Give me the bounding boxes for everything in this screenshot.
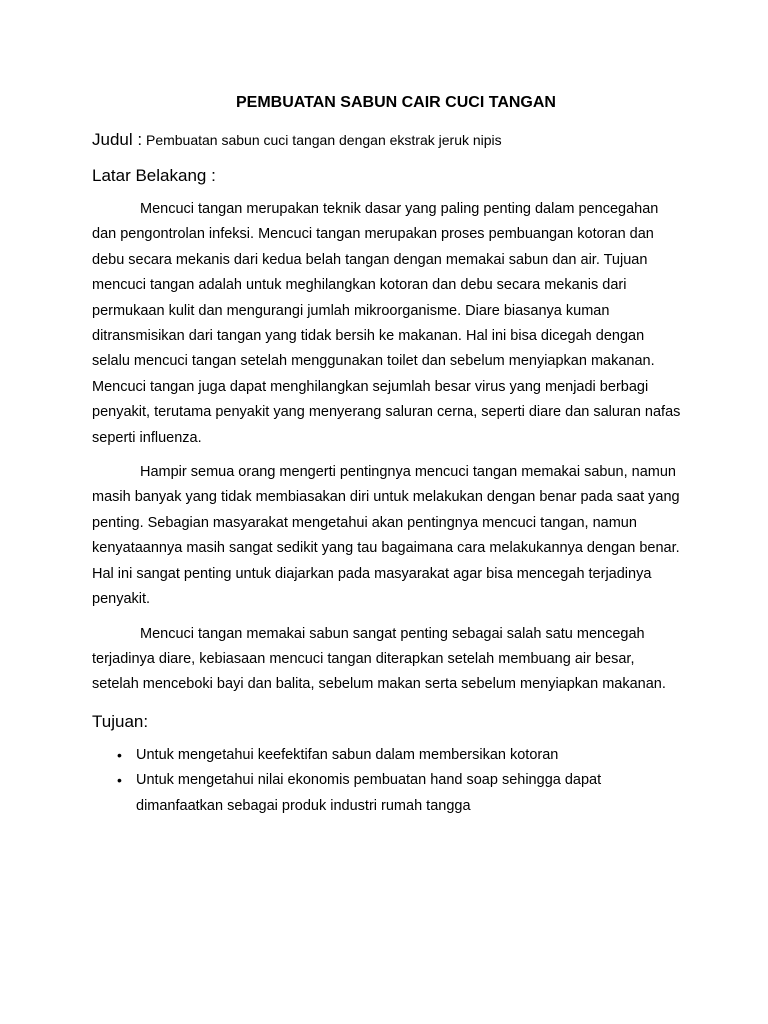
- judul-line: [92, 128, 682, 152]
- latar-belakang-heading: Latar Belakang :: [92, 166, 216, 185]
- bullet-icon: •: [117, 772, 122, 789]
- paragraph-1: Mencuci tangan merupakan teknik dasar yang paling penting dalam pencegahan dan pengontrolan infeksi. Mencuci tangan merupakan proses pembuangan kotoran dan debu secara mekanis dari kedua belah tangan dengan memakai sabun dan air. Tujuan mencuci tangan adalah untuk meghilangkan kotoran dan debu secara mekanis dari permukaan kulit dan mengurangi jumlah mikroorganisme. Diare biasanya kuman ditransmisikan dari tangan yang tidak bersih ke makanan. Hal ini bisa dicegah dengan selalu mencuci tangan setelah menggunakan toilet dan sebelum menyiapkan makanan. Mencuci tangan juga dapat menghilangkan sejumlah besar virus yang menjadi berbagi penyakit, terutama penyakit yang menyerang saluran cerna, seperti diare dan saluran nafas seperti influenza.: [92, 201, 681, 446]
- list-item: [92, 743, 682, 768]
- document-title: PEMBUATAN SABUN CAIR CUCI TANGAN: [236, 94, 556, 111]
- document-body: [92, 92, 682, 819]
- judul-text: Pembuatan sabun cuci tangan dengan ekstrak jeruk nipis: [145, 132, 502, 148]
- tujuan-list: [92, 743, 682, 819]
- bullet-icon: •: [117, 746, 122, 763]
- list-item-text: Untuk mengetahui nilai ekonomis pembuatan hand soap sehingga dapat dimanfaatkan sebagai produk industri rumah tangga: [136, 772, 602, 814]
- tujuan-heading: Tujuan:: [92, 711, 149, 731]
- paragraph-2: Hampir semua orang mengerti pentingnya mencuci tangan memakai sabun, namun masih banyak yang tidak membiasakan diri untuk melakukan dengan benar pada saat yang penting. Sebagian masyarakat mengetahui akan pentingnya mencuci tangan, namun kenyataannya masih sangat sedikit yang tau bagaimana cara melakukannya dengan benar. Hal ini sangat penting untuk diajarkan pada masyarakat agar bisa mencegah terjadinya penyakit.: [92, 464, 680, 608]
- judul-label: Judul :: [92, 130, 143, 149]
- list-item: [92, 768, 682, 819]
- list-item-text: Untuk mengetahui keefektifan sabun dalam membersikan kotoran: [136, 746, 559, 763]
- paragraph-3: Mencuci tangan memakai sabun sangat penting sebagai salah satu mencegah terjadinya diare, kebiasaan mencuci tangan diterapkan setelah membuang air besar, setelah menceboki bayi dan balita, sebelum makan serta sebelum menyiapkan makanan.: [92, 625, 666, 693]
